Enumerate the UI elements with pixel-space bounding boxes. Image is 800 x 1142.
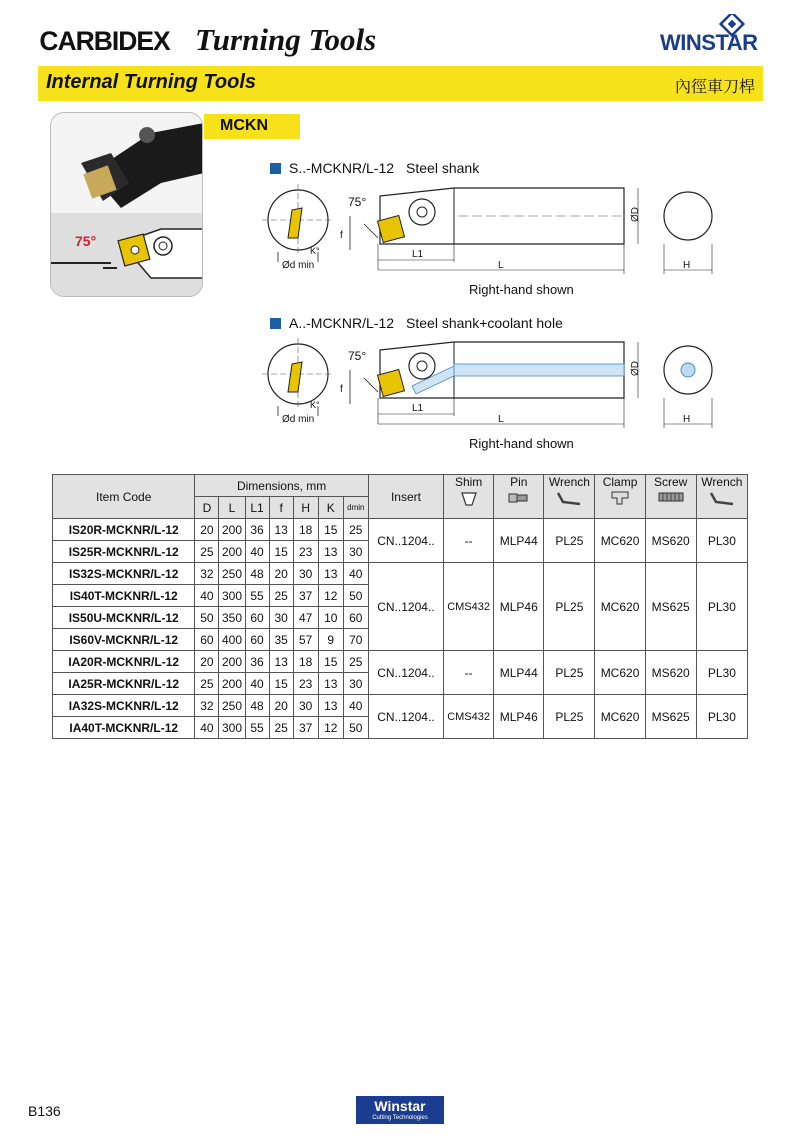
screw-cell: MS625: [645, 563, 696, 651]
dim-cell: 350: [219, 607, 245, 629]
header-shim: [444, 475, 494, 519]
header-dim-f: f: [269, 497, 293, 519]
wrench-cell: PL25: [544, 695, 595, 739]
drawing-steel-shank: [262, 182, 722, 278]
clamp-cell: MC620: [595, 519, 645, 563]
header-wrench-2-label: Wrench: [701, 475, 743, 489]
header-shim-label: Shim: [454, 475, 483, 489]
dim-cell: 60: [195, 629, 219, 651]
dim-cell: 23: [293, 541, 318, 563]
screw-cell: MS620: [645, 651, 696, 695]
pin-cell: MLP44: [494, 519, 544, 563]
dim-cell: 36: [245, 519, 269, 541]
label-dmin: Ød min: [282, 414, 315, 425]
dim-cell: 40: [195, 585, 219, 607]
winstar-brand-text: WINSTAR: [660, 30, 758, 55]
dim-cell: 30: [269, 607, 293, 629]
header-wrench-1: [544, 475, 595, 519]
table-row: [53, 695, 748, 717]
shim-cell: --: [444, 519, 494, 563]
variant-marker-icon: [270, 318, 281, 329]
dim-cell: 37: [293, 585, 318, 607]
pin-cell: MLP46: [494, 563, 544, 651]
shim-icon: [460, 490, 478, 508]
dim-cell: 300: [219, 717, 245, 739]
dim-cell: 32: [195, 695, 219, 717]
header-wrench-1-label: Wrench: [548, 475, 590, 489]
header-dim-h: H: [293, 497, 318, 519]
label-l: L: [498, 414, 504, 425]
dim-cell: 25: [343, 519, 368, 541]
section-title-en: Internal Turning Tools: [46, 71, 256, 93]
dim-cell: 60: [245, 607, 269, 629]
header-pin: [494, 475, 544, 519]
variant-title-steel: [270, 160, 479, 176]
dim-cell: 32: [195, 563, 219, 585]
shim-cell: CMS432: [444, 695, 494, 739]
label-k: K°: [310, 246, 320, 256]
label-h: H: [683, 260, 691, 271]
hex-wrench-icon: [555, 490, 583, 506]
dim-cell: 10: [318, 607, 343, 629]
dim-cell: 18: [293, 519, 318, 541]
label-d: ØD: [630, 207, 641, 222]
dim-cell: 300: [219, 585, 245, 607]
label-k: K°: [310, 400, 320, 410]
dim-cell: 40: [343, 695, 368, 717]
product-photo: [50, 112, 203, 297]
dim-cell: 20: [195, 519, 219, 541]
dim-cell: 50: [343, 717, 368, 739]
dim-cell: 30: [343, 541, 368, 563]
pin-icon: [507, 490, 531, 506]
label-f: f: [340, 230, 343, 241]
dim-cell: 50: [343, 585, 368, 607]
item-code-cell: IS40T-MCKNR/L-12: [53, 585, 195, 607]
dim-cell: 30: [293, 695, 318, 717]
dim-cell: 200: [219, 519, 245, 541]
dim-cell: 200: [219, 651, 245, 673]
wrench-cell: PL25: [544, 519, 595, 563]
dim-cell: 35: [269, 629, 293, 651]
header-dim-l1: L1: [245, 497, 269, 519]
wrench-cell: PL30: [696, 695, 747, 739]
dim-cell: 15: [318, 651, 343, 673]
variant-desc: Steel shank+coolant hole: [406, 315, 563, 331]
header-dim-dmin: dmin: [343, 497, 368, 519]
dim-cell: 250: [219, 563, 245, 585]
dim-cell: 20: [269, 695, 293, 717]
page-number: B136: [28, 1103, 61, 1119]
dim-cell: 36: [245, 651, 269, 673]
footer-logo-text: Winstar: [374, 1098, 426, 1114]
pin-cell: MLP46: [494, 695, 544, 739]
dim-cell: 15: [269, 673, 293, 695]
dim-cell: 50: [195, 607, 219, 629]
header-dim-d: D: [195, 497, 219, 519]
page-header: [38, 22, 376, 62]
product-tab: [204, 114, 300, 139]
dim-cell: 25: [195, 673, 219, 695]
dim-cell: 25: [195, 541, 219, 563]
insert-cell: CN..1204..: [368, 563, 443, 651]
clamp-icon: [609, 490, 631, 506]
clamp-cell: MC620: [595, 651, 645, 695]
dim-cell: 12: [318, 717, 343, 739]
dim-cell: 20: [195, 651, 219, 673]
dim-cell: 15: [318, 519, 343, 541]
variant-marker-icon: [270, 163, 281, 174]
variant-code: S..-MCKNR/L-12: [289, 160, 395, 176]
dim-cell: 200: [219, 673, 245, 695]
caption-right-hand: Right-hand shown: [469, 436, 574, 451]
table-row: [53, 651, 748, 673]
wrench-cell: PL25: [544, 563, 595, 651]
label-l1: L1: [412, 249, 424, 260]
pin-cell: MLP44: [494, 651, 544, 695]
dim-cell: 20: [269, 563, 293, 585]
screw-cell: MS625: [645, 695, 696, 739]
dim-cell: 400: [219, 629, 245, 651]
dim-cell: 250: [219, 695, 245, 717]
header-screw-label: Screw: [654, 475, 688, 489]
label-l1: L1: [412, 403, 424, 414]
dim-cell: 13: [318, 541, 343, 563]
footer-logo-subtext: Cutting Technologies: [372, 1115, 428, 1121]
clamp-cell: MC620: [595, 563, 645, 651]
dim-cell: 48: [245, 695, 269, 717]
wrench-cell: PL30: [696, 651, 747, 695]
dim-cell: 60: [245, 629, 269, 651]
item-code-cell: IA20R-MCKNR/L-12: [53, 651, 195, 673]
screw-cell: MS620: [645, 519, 696, 563]
wrench-cell: PL25: [544, 651, 595, 695]
label-l: L: [498, 260, 504, 271]
label-h: H: [683, 414, 691, 425]
item-code-cell: IA40T-MCKNR/L-12: [53, 717, 195, 739]
caption-right-hand: Right-hand shown: [469, 282, 574, 297]
dim-cell: 47: [293, 607, 318, 629]
wrench-cell: PL30: [696, 563, 747, 651]
drawing-coolant-shank: [262, 336, 722, 432]
insert-cell: CN..1204..: [368, 519, 443, 563]
dim-cell: 13: [269, 651, 293, 673]
section-title-cn: 內徑車刀桿: [674, 79, 755, 96]
section-bar: [38, 66, 763, 101]
dim-cell: 30: [343, 673, 368, 695]
dim-cell: 13: [318, 673, 343, 695]
dim-cell: 25: [269, 585, 293, 607]
dim-cell: 40: [245, 541, 269, 563]
label-angle: 75°: [348, 195, 367, 209]
dim-cell: 30: [293, 563, 318, 585]
dim-cell: 25: [269, 717, 293, 739]
dim-cell: 25: [343, 651, 368, 673]
item-code-cell: IA32S-MCKNR/L-12: [53, 695, 195, 717]
wrench-cell: PL30: [696, 519, 747, 563]
dim-cell: 37: [293, 717, 318, 739]
dim-cell: 23: [293, 673, 318, 695]
label-d: ØD: [630, 361, 641, 376]
dim-cell: 55: [245, 585, 269, 607]
header-screw: [645, 475, 696, 519]
variant-code: A..-MCKNR/L-12: [289, 315, 395, 331]
shim-cell: CMS432: [444, 563, 494, 651]
footer-logo: [356, 1096, 444, 1124]
dim-cell: 40: [343, 563, 368, 585]
product-tab-label: MCKN: [220, 117, 268, 134]
item-code-cell: IS60V-MCKNR/L-12: [53, 629, 195, 651]
table-row: [53, 563, 748, 585]
photo-angle-label: 75°: [75, 233, 97, 249]
header-item-code: Item Code: [53, 475, 195, 519]
clamp-cell: MC620: [595, 695, 645, 739]
spec-table: [52, 474, 748, 739]
variant-title-coolant: [270, 315, 563, 331]
dim-cell: 12: [318, 585, 343, 607]
screw-icon: [657, 490, 685, 504]
header-wrench-2: [696, 475, 747, 519]
table-row: [53, 519, 748, 541]
label-angle: 75°: [348, 349, 367, 363]
dim-cell: 48: [245, 563, 269, 585]
dim-cell: 40: [195, 717, 219, 739]
header-dim-k: K: [318, 497, 343, 519]
header-pin-label: Pin: [510, 475, 528, 489]
dim-cell: 200: [219, 541, 245, 563]
variant-desc: Steel shank: [406, 160, 480, 176]
item-code-cell: IS25R-MCKNR/L-12: [53, 541, 195, 563]
insert-cell: CN..1204..: [368, 651, 443, 695]
item-code-cell: IS20R-MCKNR/L-12: [53, 519, 195, 541]
dim-cell: 40: [245, 673, 269, 695]
dim-cell: 60: [343, 607, 368, 629]
header-dim-l: L: [219, 497, 245, 519]
tool-photo-illustration: [51, 113, 203, 297]
insert-cell: CN..1204..: [368, 695, 443, 739]
header-insert: Insert: [368, 475, 443, 519]
page-title: Turning Tools: [195, 22, 377, 57]
dim-cell: 13: [318, 695, 343, 717]
shim-cell: --: [444, 651, 494, 695]
hex-wrench-icon: [708, 490, 736, 506]
dim-cell: 15: [269, 541, 293, 563]
header-dimensions: Dimensions, mm: [195, 475, 368, 497]
dim-cell: 57: [293, 629, 318, 651]
dim-cell: 55: [245, 717, 269, 739]
dim-cell: 18: [293, 651, 318, 673]
carbidex-logo: CARBIDEX: [39, 26, 170, 56]
dim-cell: 9: [318, 629, 343, 651]
item-code-cell: IA25R-MCKNR/L-12: [53, 673, 195, 695]
dim-cell: 70: [343, 629, 368, 651]
dim-cell: 13: [269, 519, 293, 541]
header-clamp: [595, 475, 645, 519]
dim-cell: 13: [318, 563, 343, 585]
label-f: f: [340, 384, 343, 395]
item-code-cell: IS32S-MCKNR/L-12: [53, 563, 195, 585]
label-dmin: Ød min: [282, 260, 315, 271]
header-clamp-label: Clamp: [602, 475, 638, 489]
item-code-cell: IS50U-MCKNR/L-12: [53, 607, 195, 629]
